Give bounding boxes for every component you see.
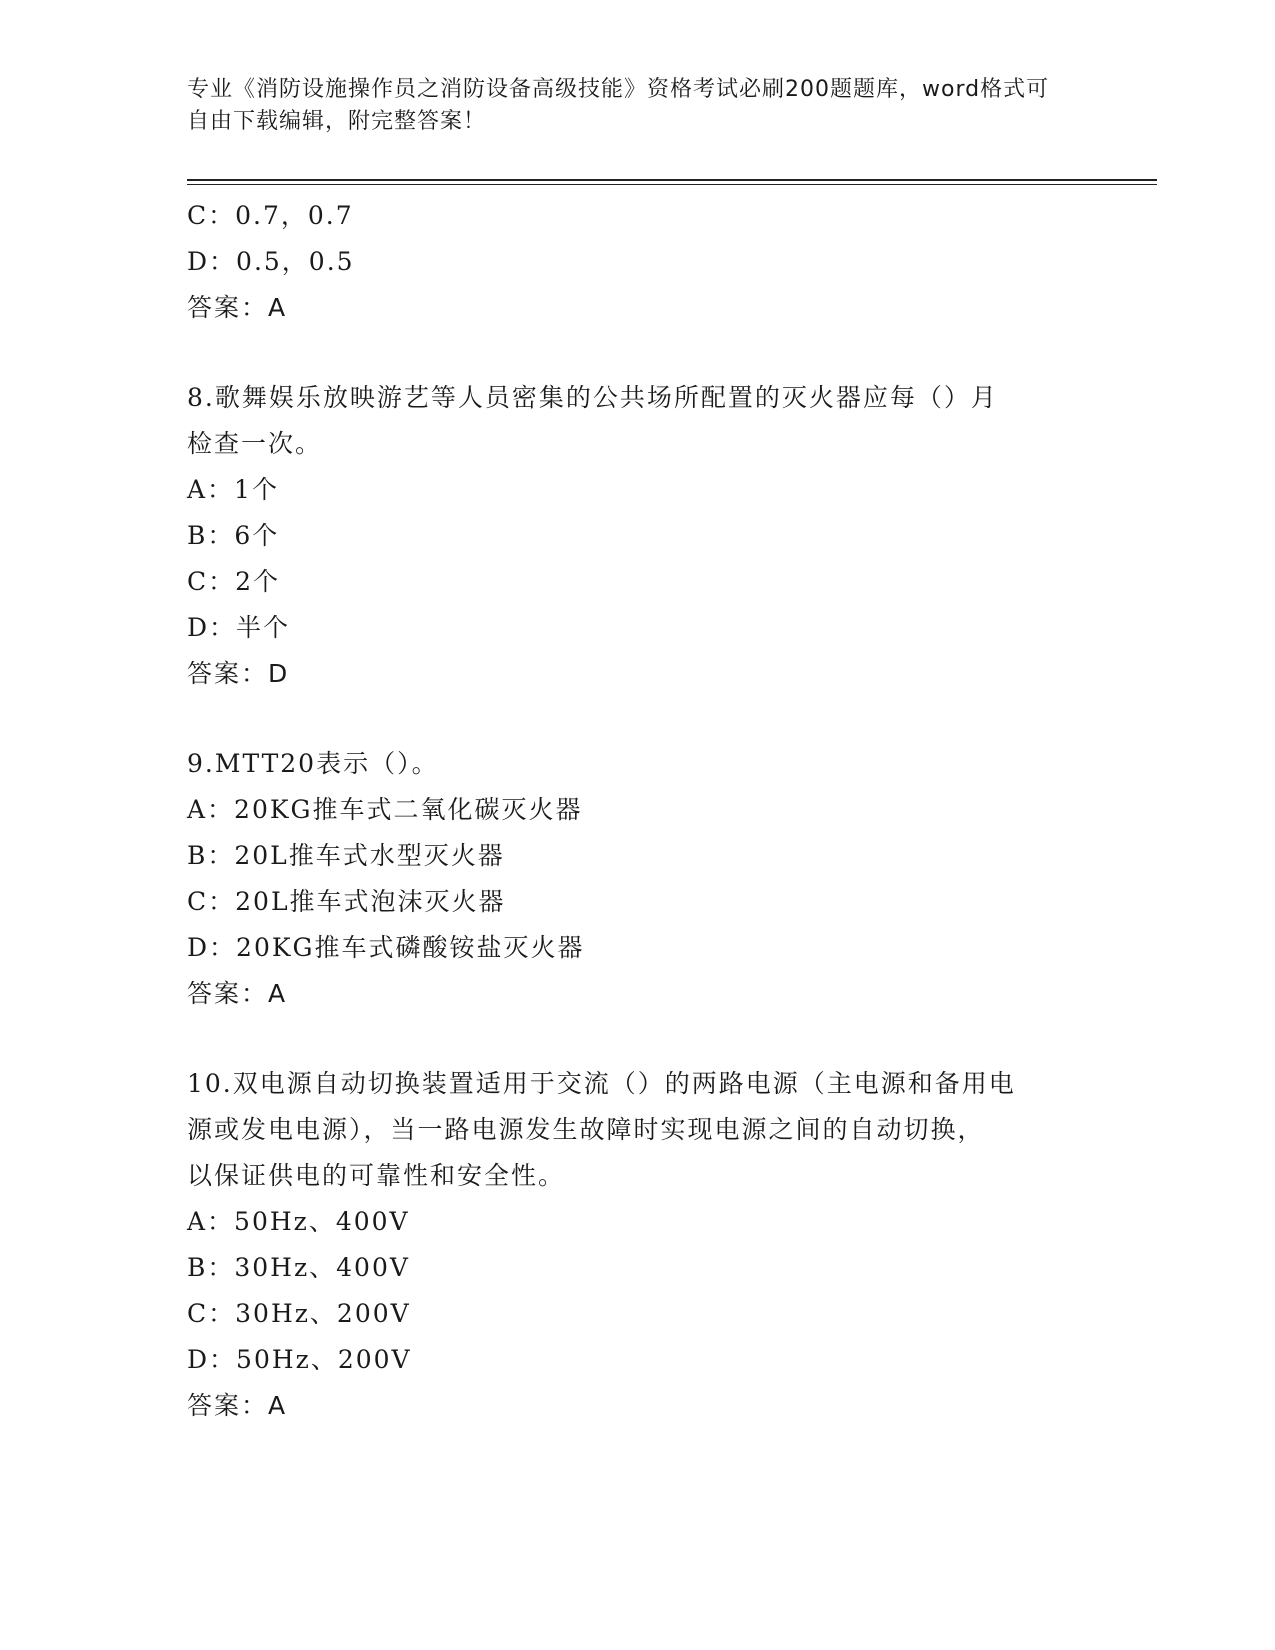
question-text: 以保证供电的可靠性和安全性。 <box>187 1161 566 1190</box>
prev-question-block <box>187 193 1087 331</box>
question-text: 源或发电电源），当一路电源发生故障时实现电源之间的自动切换， <box>187 1115 985 1144</box>
question-content <box>187 193 1087 1429</box>
option-d: D：0.5，0.5 <box>187 247 355 276</box>
option-b: B：6个 <box>187 521 280 550</box>
question-10-block <box>187 1061 1087 1429</box>
document-header: 专业《消防设施操作员之消防设备高级技能》资格考试必刷200题题库，word格式可自由下载编辑，附完整答案！ <box>187 77 1050 134</box>
option-d: D：20KG推车式磷酸铵盐灭火器 <box>187 933 585 962</box>
option-b: B：20L推车式水型灭火器 <box>187 841 505 870</box>
question-text: 9.MTT20表示（）。 <box>187 749 439 778</box>
question-text: 检查一次。 <box>187 429 323 458</box>
option-c: C：30Hz、200V <box>187 1299 411 1328</box>
question-8-block <box>187 375 1087 697</box>
option-c: C：2个 <box>187 567 281 596</box>
answer-line: 答案：A <box>187 293 288 322</box>
question-text: 10.双电源自动切换装置适用于交流（）的两路电源（主电源和备用电 <box>187 1069 1016 1098</box>
option-c: C：0.7，0.7 <box>187 201 354 230</box>
option-b: B：30Hz、400V <box>187 1253 410 1282</box>
question-9-block <box>187 741 1087 1017</box>
option-d: D：半个 <box>187 613 291 642</box>
question-text: 8.歌舞娱乐放映游艺等人员密集的公共场所配置的灭火器应每（）月 <box>187 383 998 412</box>
answer-line: 答案：A <box>187 979 288 1008</box>
option-c: C：20L推车式泡沫灭火器 <box>187 887 506 916</box>
header-rule-thin <box>187 184 1157 185</box>
option-d: D：50Hz、200V <box>187 1345 412 1374</box>
header-rule-thick <box>187 179 1157 181</box>
option-a: A：1个 <box>187 475 279 504</box>
answer-line: 答案：A <box>187 1391 288 1420</box>
answer-line: 答案：D <box>187 659 290 688</box>
option-a: A：50Hz、400V <box>187 1207 410 1236</box>
option-a: A：20KG推车式二氧化碳灭火器 <box>187 795 583 824</box>
